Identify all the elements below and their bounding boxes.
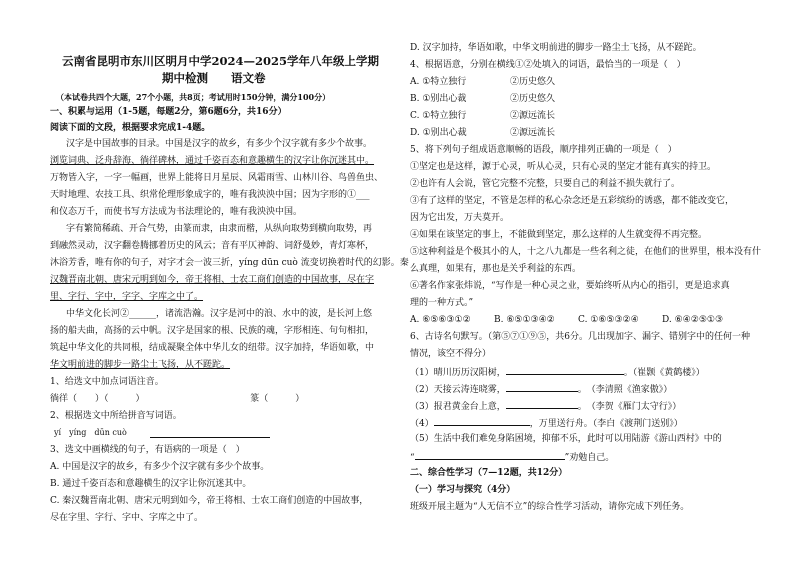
answer-blank-4[interactable]: [434, 416, 530, 426]
poem-line-1: （1）晴川历历汉阳树，: [410, 368, 506, 378]
question-2-answer-blank[interactable]: [150, 428, 270, 438]
question-5-option-c[interactable]: C. ①⑥⑤③②④: [578, 315, 639, 325]
question-3-option-c[interactable]: C. 秦汉魏晋南北朝、唐宋元明到如今，帝王将相、士农工商们创造的中国故事，: [50, 496, 369, 506]
exam-title-line1: 云南省昆明市东川区明月中学2024—2025学年八年级上学期: [62, 54, 380, 68]
word-changyang: 徜徉: [50, 394, 69, 404]
question-4-option-a[interactable]: A. ①特立独行: [410, 77, 467, 87]
question-6-item-4: （4） ，万里送行舟。（李白《渡荆门送别》）: [410, 416, 683, 430]
question-6: 6、古诗名句默写。（第⑤⑦①⑨⑤，共6分。几出现加字、漏字、错别字中的任何一种: [410, 332, 750, 342]
question-4-option-b[interactable]: B. ①别出心裁: [410, 94, 467, 104]
passage-p1-line: 和仪态万千，而使书写方法成为书法理论的，唯有我泱泱中国。: [50, 207, 303, 217]
reading-intro: 阅读下面的文段，根据要求完成1-4题。: [50, 123, 211, 133]
question-5-sentence: 因为它出发，万夫莫开。: [410, 213, 510, 223]
answer-blank-5[interactable]: [415, 450, 565, 460]
question-3-option-c-cont: 尽在字里、字行、字中、字库之中了。: [50, 513, 204, 523]
poem-source-2: 。 （李清照《渔家傲》）: [577, 385, 673, 395]
passage-p1-line: 天时地理、农技工具、织常伦理形象成字的，唯有我泱泱中国；因为字形的①___: [50, 190, 370, 200]
question-3-option-a[interactable]: A. 中国是汉字的故乡，有多少个汉字就有多少个故事。: [50, 462, 270, 472]
passage-p1-line: 汉字是中国故事的目录。中国是汉字的故乡，有多少个汉字就有多少个故事。: [66, 139, 373, 149]
question-5-sentence: 么真理，如果有，那也是关乎利益的东西。: [410, 264, 582, 274]
quote-open: “: [410, 453, 415, 463]
question-4-option-c-2: ②源远流长: [510, 111, 556, 121]
question-4-option-a-2: ②历史悠久: [510, 77, 556, 87]
question-4-option-b-2: ②历史悠久: [510, 94, 556, 104]
question-5-option-d[interactable]: D. ⑥④②⑤①③: [662, 315, 724, 325]
passage-p3-line: 筑起中华文化的共同根，结成凝聚全体中华儿女的纽带。汉字加持，华语如歌，中: [50, 343, 375, 353]
answer-blank-3[interactable]: [506, 399, 578, 409]
question-4-option-d-2: ②源远流长: [510, 128, 556, 138]
question-4: 4、根据语意，分别在横线①②处填入的词语，最恰当的一项是（ ）: [410, 60, 686, 70]
question-6-item-1: [410, 365, 705, 379]
poem-source-1: 。（崔颢《黄鹤楼》）: [623, 368, 705, 378]
question-6-item-2: [410, 382, 672, 396]
passage-p3-line: 中华文化长河②______，诸流浩瀚。汉字是河中的浪、水中的波，是长河上悠: [66, 309, 373, 319]
poem-line-3: （3）报君黄金台上意，: [410, 402, 506, 412]
question-2-pinyin: yí yíng dūn cuò: [54, 428, 127, 437]
section2-heading: 二、综合性学习（7—12题，共12分）: [410, 468, 568, 478]
question-5-sentence: ⑥著名作家张炜说，“写作是一种心灵之业，要始终听从内心的指引，更是追求真: [410, 281, 730, 291]
question-5-sentence: ③有了这样的坚定，不管是怎样的私心杂念还是五彩缤纷的诱惑，都不能改变它，: [410, 196, 735, 206]
question-5-option-b[interactable]: B. ⑥⑤①③④②: [494, 315, 555, 325]
question-1: 1、给选文中加点词语注音。: [50, 377, 164, 387]
activity-task: 班级开展主题为“人无信不立”的综合性学习活动，请你完成下列任务。: [410, 502, 690, 512]
passage-p3-line: 华文明前进的脚步一路尘土飞扬，从不蹉跎。: [50, 360, 231, 370]
poem-source-4: ，万里送行舟。（李白《渡荆门送别》）: [529, 419, 683, 429]
passage-p1-line: 万物皆入字，一字一幅画，世界上能将日月星辰、风霜雨雪、山林川谷、鸟兽鱼虫、: [50, 173, 384, 183]
question-3-option-b[interactable]: B. 通过千姿百态和意趣横生的汉字让你沉迷其中。: [50, 479, 252, 489]
question-5-sentence: ②也许有人会说，管它完整不完整，只要自己的利益不损失就行了。: [410, 179, 681, 189]
question-1-answers: 徜徉（ ）（ ） 篆（ ）: [50, 394, 305, 404]
question-5-option-a[interactable]: A. ⑥⑤⑥③①②: [410, 315, 471, 325]
question-5-sentence: ④如果在该坚定的事上，不能做到坚定，那么这样的人生就变得不再完整。: [410, 230, 708, 240]
section1-heading: 一、积累与运用（1-5题，每题2分，第6题6分，共16分）: [50, 107, 287, 117]
passage-p2-line: 汉魏晋南北朝、唐宋元明到如今，帝王将相、士农工商们创造的中国故事，尽在字: [50, 275, 375, 285]
passage-p2-line: 到融然灵动，汉字翻卷腾挪着历史的风云；音有平仄神韵、词舒曼妙，青灯寒杯，: [50, 241, 375, 251]
subsection-1-heading: （一）学习与探究（4分）: [410, 485, 516, 495]
question-5-sentence: 理的一种方式。”: [410, 298, 474, 308]
question-6-cont: 情况，该空不得分）: [410, 349, 492, 359]
question-5: 5、将下列句子组成语意顺畅的语段，顺序排列正确的一项是（ ）: [410, 145, 677, 155]
word-zhuan: 篆: [250, 394, 260, 404]
question-5-sentence: ①坚定也是这样，源于心灵，听从心灵，只有心灵的坚定才能有真实的持卫。: [410, 162, 717, 172]
question-2: 2、根据选文中所给拼音写词语。: [50, 411, 182, 421]
question-3-option-d[interactable]: D. 汉字加持，华语如歌，中华文明前进的脚步一路尘土飞扬，从不蹉跎。: [410, 43, 702, 53]
question-5-sentence: ⑤这种利益是个极其小的人，十之八九都是一些名利之徒，在他们的世界里，根本没有什: [410, 247, 762, 257]
passage-p2-line: 里、字行、字中，字字、字库之中了。: [50, 292, 204, 302]
exam-instructions: （本试卷共四个大题，27个小题，共8页；考试用时150分钟，满分100分）: [56, 92, 331, 102]
question-3: 3、选文中画横线的句子，有语病的一项是（ ）: [50, 445, 245, 455]
answer-blank-2[interactable]: [506, 382, 578, 392]
passage-p2-line: 字有繁简稀疏、开合气势，由篆而隶，由隶而楷，从纵向取势到横向取势，再: [66, 224, 373, 234]
question-6-item-5: （5）生活中我们难免身陷困境，抑郁不乐，此时可以用陆游《游山西村》中的: [410, 434, 722, 444]
passage-p1-line: 浏览词典、泛舟辞海、徜徉碑林，通过千姿百态和意趣横生的汉字让你沉迷其中。: [50, 156, 375, 166]
exam-title-line2: 期中检测 语文卷: [162, 71, 266, 85]
quote-close: ”劝勉自己。: [564, 453, 615, 463]
question-4-option-c[interactable]: C. ①特立独行: [410, 111, 467, 121]
passage-p3-line: 扬的船夫曲，高扬的云中帆。汉字是国家的根、民族的魂，字形相连、句句相扣，: [50, 326, 375, 336]
poem-line-2: （2）天接云涛连晓雾，: [410, 385, 506, 395]
poem-source-3: 。 （李贺《雁门太守行》）: [577, 402, 682, 412]
question-6-item-3: [410, 399, 681, 413]
answer-blank-1[interactable]: [506, 365, 624, 375]
question-4-option-d[interactable]: D. ①别出心裁: [410, 128, 467, 138]
question-6-item-5-cont: [410, 450, 614, 464]
passage-p2-line: 沐浴芳香，唯有你的句子，对字才会一波三折，yíng dūn cuò 流变切换着时代的幻影。秦: [50, 258, 409, 268]
